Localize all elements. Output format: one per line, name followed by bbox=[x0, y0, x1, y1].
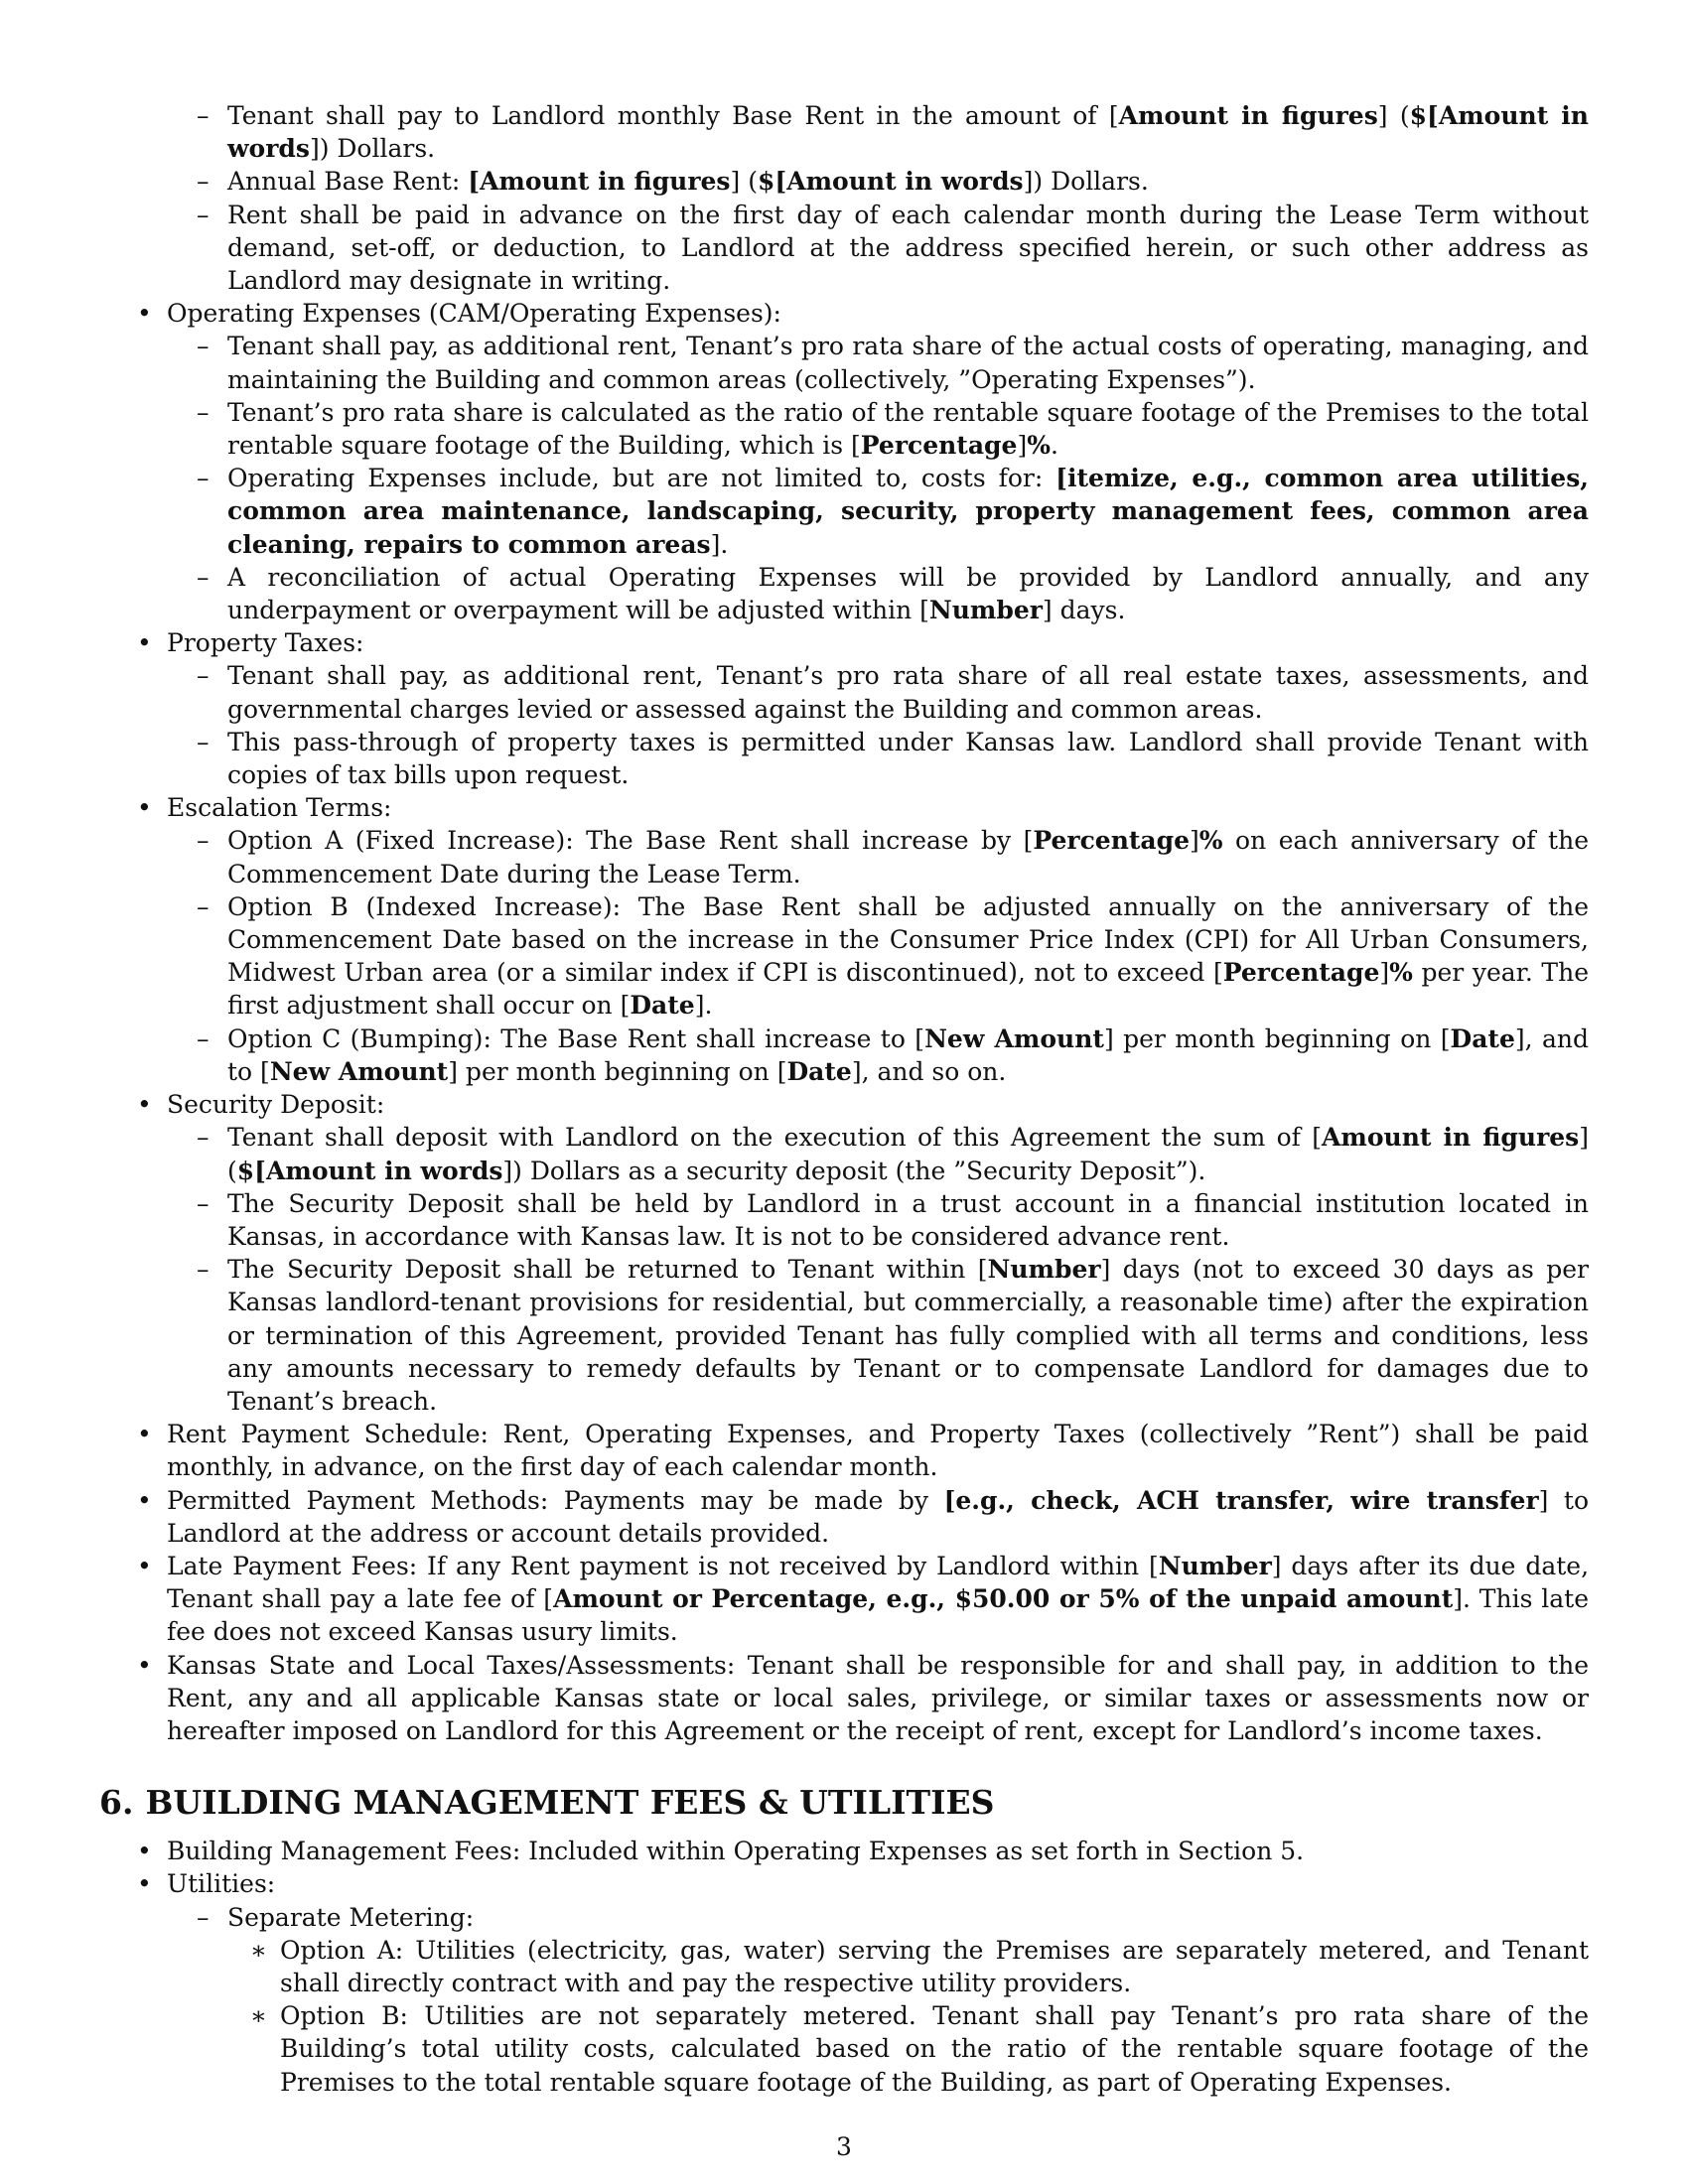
payment-schedule-item: • Rent Payment Schedule: Rent, Operating Expenses, and Property Taxes (collectively ”Rent”) shall be paid monthly, in advance, on the first day of each calendar month. bbox=[137, 1420, 1589, 1482]
list-item: ∗ Option B: Utilities are not separately metered. Tenant shall pay Tenant’s pro rata share of the Building’s total utility costs, calculated based on the ratio of the rentable square footage of the Premises to the total rentable square footage of the Building, as part of Operating Expenses. bbox=[250, 2001, 1589, 2097]
list-item: – Tenant’s pro rata share is calculated as the ratio of the rentable square footage of the Premises to the total rentable square footage of the Building, which is [Percentage]%. bbox=[197, 397, 1589, 461]
list-item: ∗ Option A: Utilities (electricity, gas, water) serving the Premises are separately metered, and Tenant shall directly contract with and pay the respective utility providers. bbox=[250, 1935, 1589, 1997]
escalation-terms-item: • Escalation Terms: bbox=[137, 793, 392, 823]
list-item: – This pass-through of property taxes is permitted under Kansas law. Landlord shall provide Tenant with copies of tax bills upon request. bbox=[197, 727, 1589, 790]
security-deposit-item: • Security Deposit: bbox=[137, 1090, 385, 1120]
section-6-list bbox=[99, 1835, 1589, 2099]
page-number: 3 bbox=[836, 2132, 852, 2161]
list-item: – The Security Deposit shall be held by Landlord in a trust account in a financial institution located in Kansas, in accordance with Kansas law. It is not to be considered advance rent. bbox=[197, 1188, 1589, 1251]
list-item: – Tenant shall pay to Landlord monthly Base Rent in the amount of [Amount in figures] ($[Amount in words]) Dollars. bbox=[197, 101, 1589, 164]
list-item: – Tenant shall pay, as additional rent, Tenant’s pro rata share of the actual costs of operating, managing, and maintaining the Building and common areas (collectively, ”Operating Expenses”). bbox=[197, 332, 1589, 394]
payment-methods-item: • Permitted Payment Methods: Payments may be made by [e.g., check, ACH transfer, wire transfer] to Landlord at the address or account details provided. bbox=[137, 1485, 1589, 1548]
list-item: – Operating Expenses include, but are not limited to, costs for: [itemize, e.g., common area utilities, common area maintenance, landscaping, security, property management fees, common area cleaning, repairs to common areas]. bbox=[197, 464, 1589, 559]
list-item: – Annual Base Rent: [Amount in figures] ($[Amount in words]) Dollars. bbox=[197, 167, 1149, 197]
list-item: – The Security Deposit shall be returned to Tenant within [Number] days (not to exceed 30 days as per Kansas landlord-tenant provisions for residential, but commercially, a reasonable time) after the expiration or termination of this Agreement, provided Tenant has fully complied with all terms and conditions, less any amounts necessary to remedy defaults by Tenant or to compensate Landlord for damages due to Tenant’s breach. bbox=[197, 1255, 1589, 1416]
document-page bbox=[99, 99, 1589, 2099]
late-fees-item: • Late Payment Fees: If any Rent payment is not received by Landlord within [Number] days after its due date, Tenant shall pay a late fee of [Amount or Percentage, e.g., $50.00 or 5% of the unpaid amount]. This late fee does not exceed Kansas usury limits. bbox=[137, 1551, 1590, 1647]
list-item: – Option B (Indexed Increase): The Base Rent shall be adjusted annually on the anniversary of the Commencement Date based on the increase in the Consumer Price Index (CPI) for All Urban Consumers, Midwest Urban area (or a similar index if CPI is discontinued), not to exceed [Percentage]% per year. The first adjustment shall occur on [Date]. bbox=[197, 891, 1589, 1021]
operating-expenses-item: • Operating Expenses (CAM/Operating Expenses): bbox=[137, 299, 781, 329]
rent-list bbox=[99, 99, 1589, 1747]
list-item: – A reconciliation of actual Operating Expenses will be provided by Landlord annually, and any underpayment or overpayment will be adjusted within [Number] days. bbox=[197, 562, 1589, 625]
kansas-taxes-item: • Kansas State and Local Taxes/Assessments: Tenant shall be responsible for and shall pay, in addition to the Rent, any and all applicable Kansas state or local sales, privilege, or similar taxes or assessments now or hereafter imposed on Landlord for this Agreement or the receipt of rent, except for Landlord’s income taxes. bbox=[137, 1650, 1589, 1745]
list-item: – Tenant shall pay, as additional rent, Tenant’s pro rata share of all real estate taxes, assessments, and governmental charges levied or assessed against the Building and common areas. bbox=[197, 661, 1589, 724]
list-item: – Option C (Bumping): The Base Rent shall increase to [New Amount] per month beginning on [Date], and to [New Amount] per month beginning on [Date], and so on. bbox=[197, 1024, 1589, 1086]
list-item: – Rent shall be paid in advance on the first day of each calendar month during the Lease Term without demand, set-off, or deduction, to Landlord at the address specified herein, or such other address as Landlord may designate in writing. bbox=[197, 200, 1589, 296]
property-taxes-item: • Property Taxes: bbox=[137, 628, 364, 658]
utilities-item: • Utilities: bbox=[137, 1869, 276, 1899]
list-item: – Tenant shall deposit with Landlord on the execution of this Agreement the sum of [Amount in figures] ($[Amount in words]) Dollars as a security deposit (the ”Security Deposit”). bbox=[197, 1123, 1589, 1185]
management-fees-item: • Building Management Fees: Included within Operating Expenses as set forth in Section 5. bbox=[137, 1837, 1305, 1866]
separate-metering-item: – Separate Metering: bbox=[197, 1902, 475, 1932]
section-6-title: 6. BUILDING MANAGEMENT FEES & UTILITIES bbox=[99, 1783, 995, 1823]
list-item: – Option A (Fixed Increase): The Base Rent shall increase by [Percentage]% on each anniversary of the Commencement Date during the Lease Term. bbox=[197, 826, 1589, 888]
